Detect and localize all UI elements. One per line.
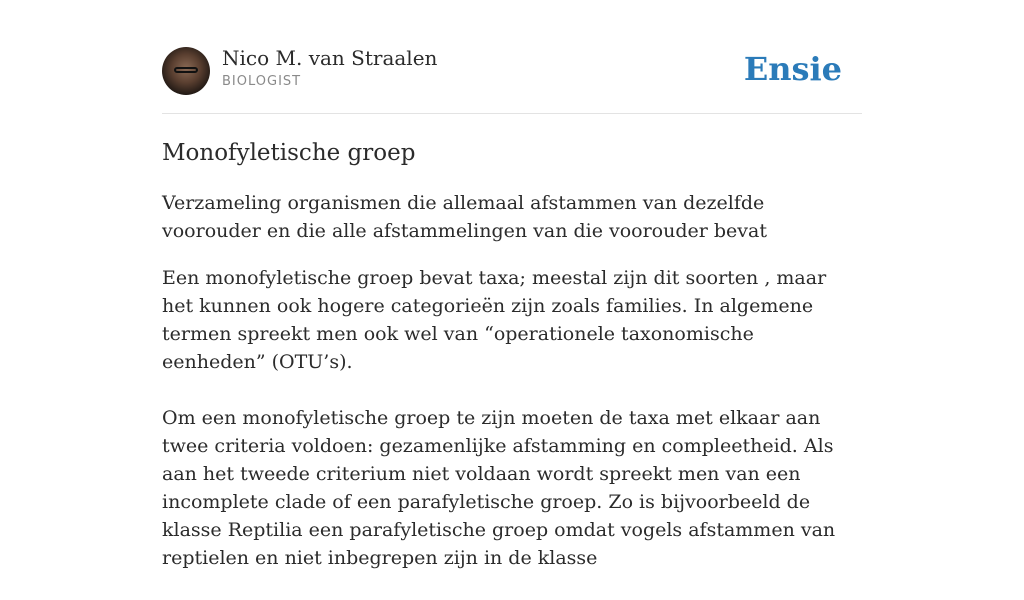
- article-body: [162, 264, 862, 600]
- brand-logo[interactable]: Ensie: [743, 50, 842, 88]
- glasses-icon: [174, 67, 198, 73]
- author-name[interactable]: Nico M. van Straalen: [222, 46, 438, 70]
- body-paragraph: Een monofyletische groep bevat taxa; meestal zijn dit soorten , maar het kunnen ook hogere categorieën zijn zoals families. In algemene termen spreekt men ook wel van “operationele taxonomische eenheden” (OTU’s).: [162, 267, 827, 373]
- definition-text: Verzameling organismen die allemaal afstammen van dezelfde voorouder en die alle afstammelingen van die voorouder bevat: [162, 192, 767, 242]
- article-container: [162, 0, 862, 569]
- body-paragraph: Om een monofyletische groep te zijn moeten de taxa met elkaar aan twee criteria voldoen: gezamenlijke afstamming en compleetheid. Als aan het tweede criterium niet voldaan wordt spreekt men van een incomplete clade of een parafyletische groep. Zo is bijvoorbeeld de klasse Reptilia een parafyletische groep omdat vogels afstammen van reptielen en niet inbegrepen zijn in de klasse: [162, 407, 836, 569]
- page-title: Monofyletische groep: [162, 140, 416, 166]
- author-header: [162, 0, 862, 114]
- author-role: BIOLOGIST: [222, 74, 302, 89]
- author-avatar[interactable]: [162, 47, 210, 95]
